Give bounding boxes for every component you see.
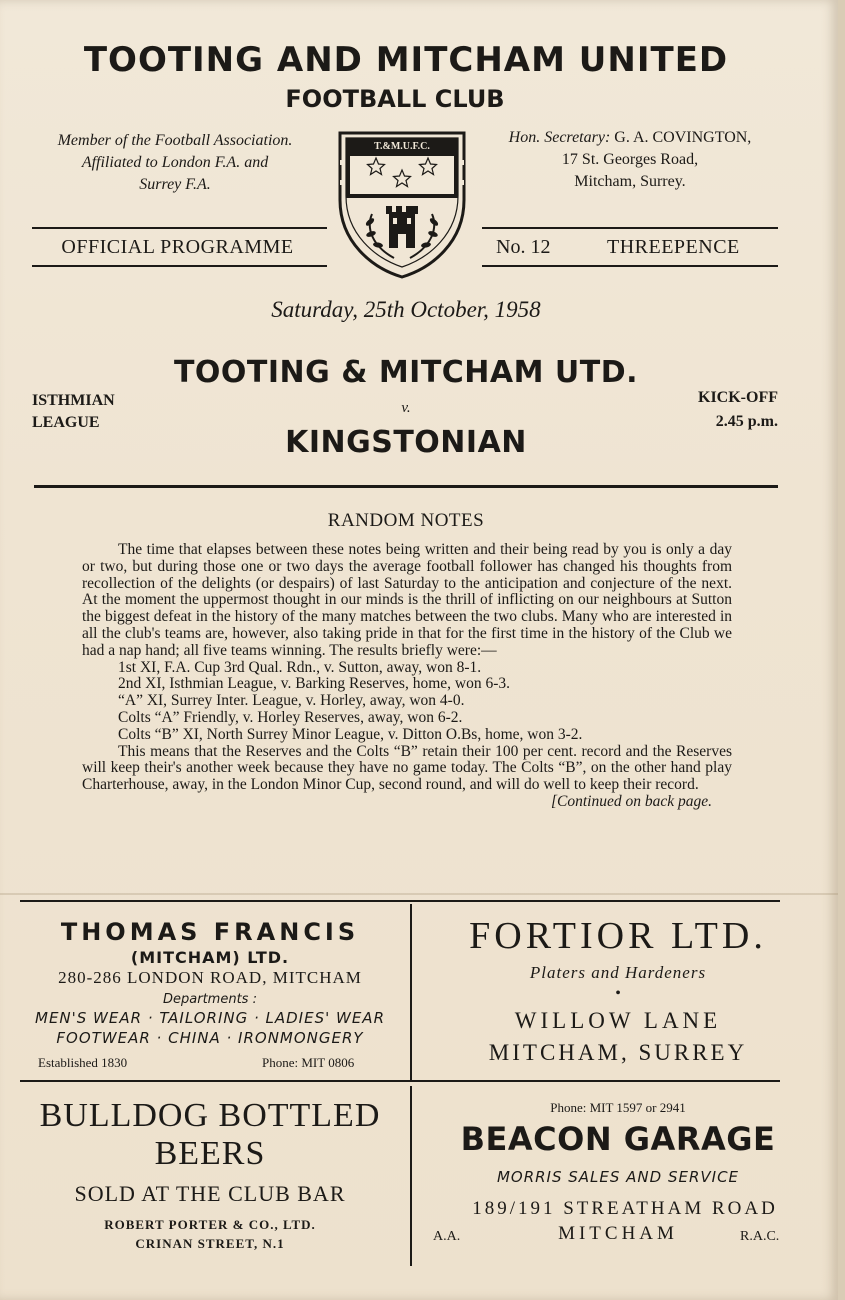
bulldog-address: CRINAN STREET, N.1	[135, 1236, 285, 1251]
bulldog-subtitle: SOLD AT THE CLUB BAR	[74, 1181, 346, 1206]
result-line: Colts “B” XI, North Surrey Minor League, v. Ditton O.Bs, home, won 3-2.	[118, 725, 583, 743]
fortior-name: FORTIOR LTD.	[469, 915, 767, 957]
secretary-info	[470, 127, 790, 193]
beacon-aa: A.A.	[433, 1229, 461, 1244]
crest-text: T.&M.U.F.C.	[374, 141, 430, 152]
bulldog-title: BEERS	[154, 1135, 266, 1172]
beacon-name: BEACON GARAGE	[460, 1120, 776, 1158]
secretary-label: Hon. Secretary:	[508, 129, 611, 146]
ad-divider	[410, 904, 412, 1082]
bullet-icon: •	[615, 985, 621, 1002]
membership-line: Member of the Football Association.	[57, 132, 293, 149]
thomas-francis-line: MEN'S WEAR · TAILORING · LADIES' WEAR	[35, 1009, 385, 1027]
membership-info	[20, 130, 330, 196]
bulldog-brewer: ROBERT PORTER & CO., LTD.	[104, 1217, 316, 1232]
ad-divider	[20, 900, 780, 902]
divider	[482, 265, 778, 267]
divider	[32, 227, 327, 229]
programme-price: THREEPENCE	[607, 236, 740, 258]
divider	[34, 485, 778, 488]
bulldog-title: BULLDOG BOTTLED	[39, 1097, 381, 1134]
result-line: “A” XI, Surrey Inter. League, v. Horley, away, won 4-0.	[118, 692, 465, 710]
fold-crease	[0, 893, 838, 895]
home-team: TOOTING & MITCHAM UTD.	[173, 355, 639, 390]
fortior-address: MITCHAM, SURREY	[488, 1040, 748, 1065]
notes-paragraph: This means that the Reserves and the Colts “B” retain their 100 per cent. record and the Reserves will keep their's another week because they have no game today. The Colts “B”, on the other hand play Charterhouse, away, in the London Minor Cup, second round, and will do well to keep their record.	[82, 742, 732, 794]
programme-number: No. 12	[496, 236, 551, 258]
secretary-address2: Mitcham, Surrey.	[574, 173, 686, 190]
crest-shield-icon	[332, 130, 472, 280]
thomas-francis-address: 280-286 LONDON ROAD, MITCHAM	[58, 968, 362, 987]
divider	[482, 227, 778, 229]
competition-line: LEAGUE	[32, 414, 100, 431]
secretary-line	[470, 127, 790, 149]
thomas-francis-name: THOMAS FRANCIS	[60, 918, 360, 946]
kickoff-label: KICK-OFF	[698, 389, 778, 406]
divider	[32, 265, 327, 267]
club-name: TOOTING AND MITCHAM UNITED	[83, 40, 729, 80]
secretary-name: G. A. COVINGTON,	[614, 129, 752, 146]
ad-divider	[20, 1080, 780, 1082]
membership-line: Affiliated to London F.A. and	[81, 154, 269, 171]
thomas-francis-line: FOOTWEAR · CHINA · IRONMONGERY	[56, 1029, 364, 1047]
ad-divider	[410, 1086, 412, 1266]
competition-line: ISTHMIAN	[32, 392, 115, 409]
club-crest	[332, 130, 472, 280]
page-edge	[838, 0, 845, 1300]
match-date: Saturday, 25th October, 1958	[271, 297, 541, 322]
continued-note: [Continued on back page.	[550, 792, 712, 810]
result-line: Colts “A” Friendly, v. Horley Reserves, away, won 6-2.	[118, 708, 463, 726]
club-subtitle: FOOTBALL CLUB	[285, 85, 505, 113]
result-line: 2nd XI, Isthmian League, v. Barking Reserves, home, won 6-3.	[118, 675, 511, 693]
membership-line: Surrey F.A.	[139, 176, 211, 193]
secretary-address1: 17 St. Georges Road,	[561, 151, 699, 168]
notes-paragraph: The time that elapses between these notes being written and their being read by you is only a day or two, but during those one or two days the average football follower has changed his thoughts from recollection of the delights (or despairs) of last Saturday to the anticipation and conjecture of the next. At the moment the uppermost thought in our minds is the thrill of inflicting on our neighbours at Sutton the biggest defeat in the history of the many matches between the two clubs. Many who are interested in all the club's teams are, however, also taking pride in that for the first time in the history of the Club we had a nap hand; all five teams winning. The results briefly were:—	[82, 541, 732, 659]
programme-label: OFFICIAL PROGRAMME	[61, 236, 294, 258]
versus: v.	[401, 400, 411, 416]
competition	[32, 390, 115, 434]
beacon-address: 189/191 STREATHAM ROAD	[472, 1198, 778, 1219]
thomas-francis-phone: Phone: MIT 0806	[262, 1055, 355, 1070]
away-team: KINGSTONIAN	[285, 425, 527, 460]
fortior-address: WILLOW LANE	[514, 1008, 722, 1033]
thomas-francis-ltd: (MITCHAM) LTD.	[130, 948, 290, 967]
beacon-rac: R.A.C.	[740, 1229, 780, 1244]
kickoff	[660, 386, 778, 434]
thomas-francis-departments: Departments :	[163, 992, 257, 1007]
fortior-subtitle: Platers and Hardeners	[529, 963, 707, 982]
beacon-subtitle: MORRIS SALES AND SERVICE	[496, 1168, 740, 1186]
beacon-town: MITCHAM	[558, 1223, 678, 1244]
beacon-phone: Phone: MIT 1597 or 2941	[550, 1100, 686, 1115]
result-line: 1st XI, F.A. Cup 3rd Qual. Rdn., v. Sutton, away, won 8-1.	[118, 658, 482, 676]
notes-body	[82, 542, 732, 811]
thomas-francis-established: Established 1830	[38, 1055, 128, 1070]
notes-title: RANDOM NOTES	[327, 510, 485, 531]
kickoff-time: 2.45 p.m.	[715, 413, 778, 430]
